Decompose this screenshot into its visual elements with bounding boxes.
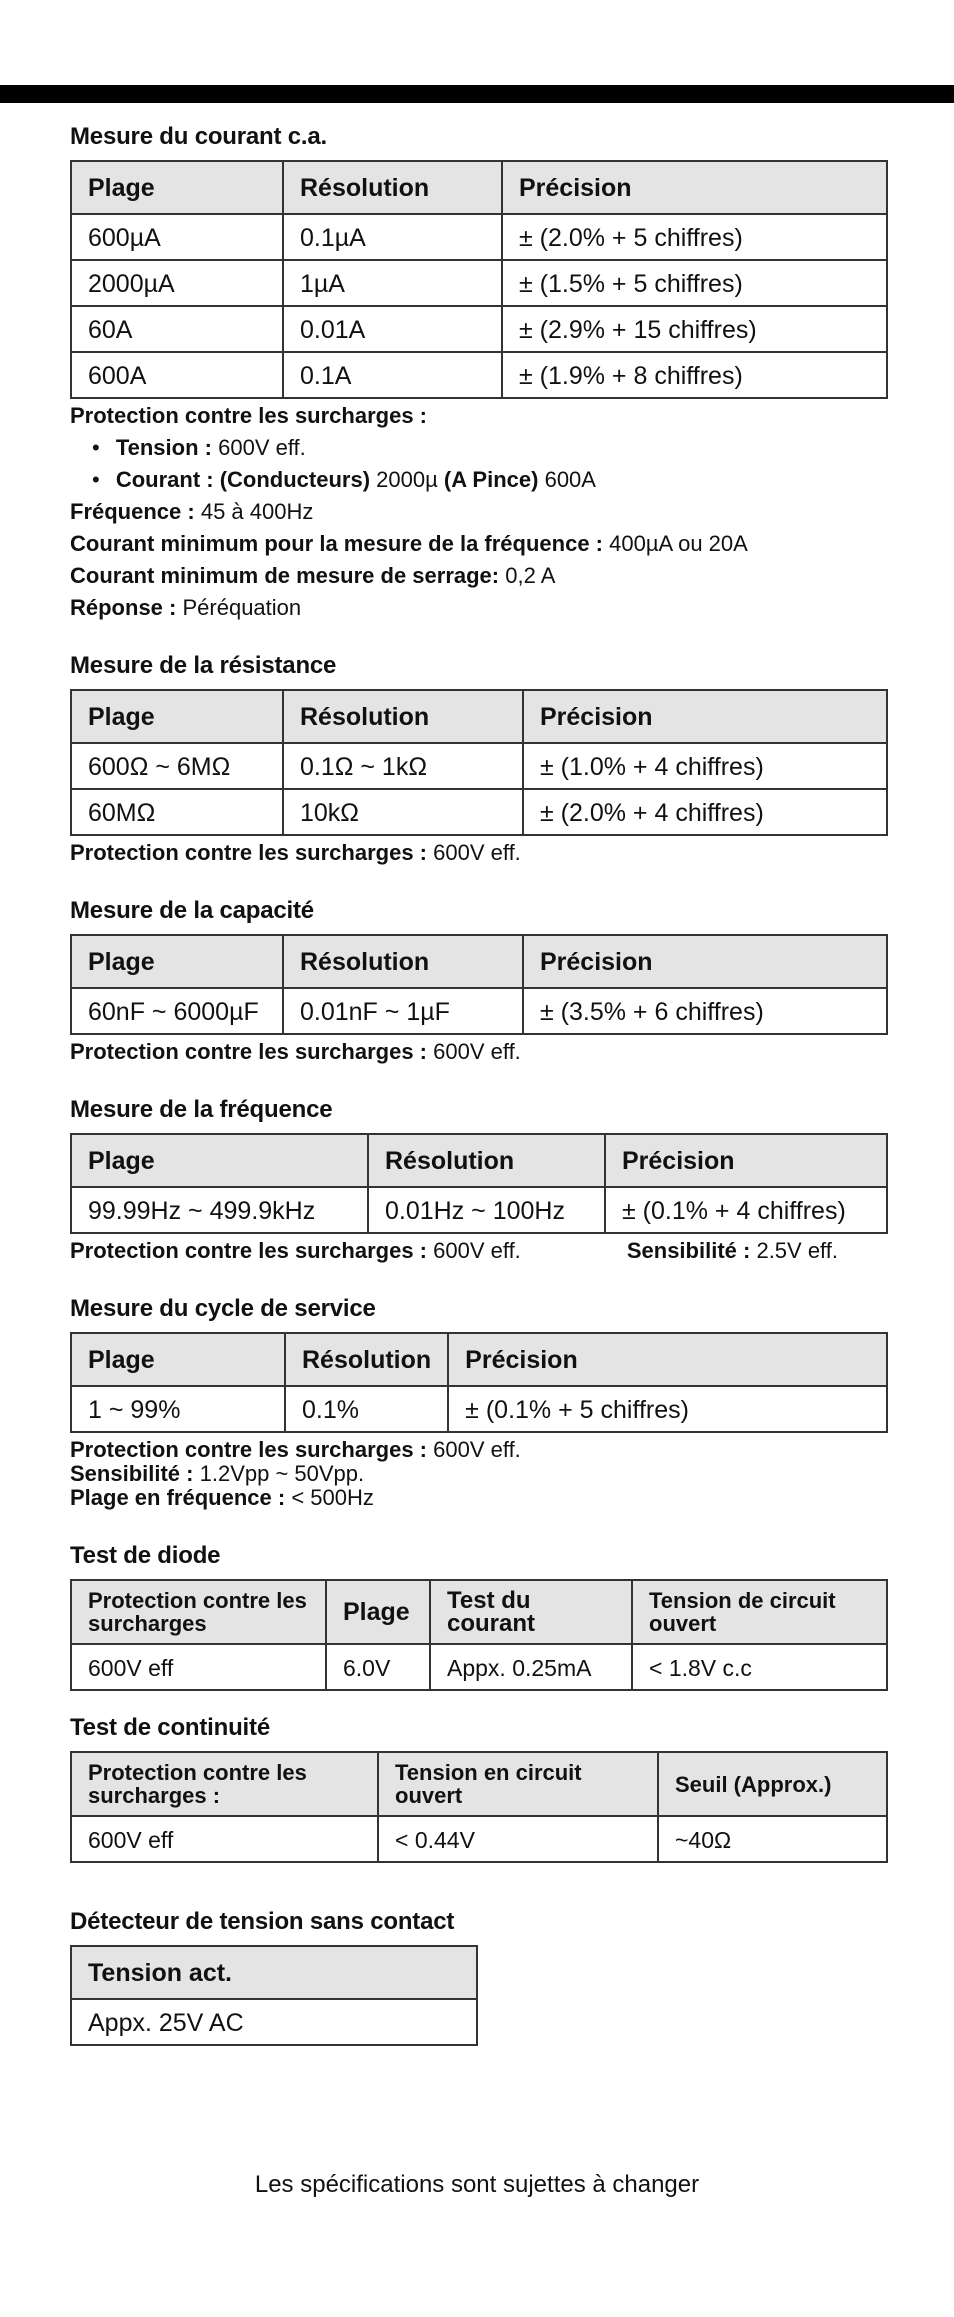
table-cell: 600Ω ~ 6MΩ [71, 743, 283, 789]
table-cell: 0.1Ω ~ 1kΩ [283, 743, 523, 789]
column-header: Précision [523, 690, 887, 743]
column-header: Test du courant [430, 1580, 632, 1644]
section-title: Mesure de la fréquence [70, 1096, 333, 1123]
section-duty-cycle [70, 1294, 888, 1513]
overload-note [70, 1236, 521, 1266]
table-cell: 6.0V [326, 1644, 430, 1690]
table-header-row [71, 690, 887, 743]
table-row [71, 789, 887, 835]
overload-note [70, 838, 888, 868]
frequency-notes [70, 1236, 838, 1266]
section-title: Test de continuité [70, 1714, 270, 1741]
table-cell: ± (1.0% + 4 chiffres) [523, 743, 887, 789]
section-title: Test de diode [70, 1542, 221, 1569]
section-ncv [70, 1907, 888, 2046]
table-cell: Appx. 25V AC [71, 1999, 477, 2045]
column-header: Résolution [368, 1134, 605, 1187]
note-value: Péréquation [182, 595, 302, 620]
table-cell: 0.1A [283, 352, 502, 398]
header-rule [0, 85, 954, 103]
column-header: Résolution [283, 690, 523, 743]
section-title: Mesure de la résistance [70, 652, 337, 679]
note-value: 400µA ou 20A [609, 531, 748, 556]
section-diode [70, 1541, 888, 1691]
table-cell: 0.1% [285, 1386, 448, 1432]
table-cell: ± (0.1% + 4 chiffres) [605, 1187, 887, 1233]
table-cell: 0.01Hz ~ 100Hz [368, 1187, 605, 1233]
note-label: Protection contre les surcharges : [70, 840, 427, 865]
table-cell: < 0.44V [378, 1816, 658, 1862]
table-cell: 1µA [283, 260, 502, 306]
table-header-row [71, 1580, 887, 1644]
note-value: 0,2 A [505, 563, 556, 588]
note-value: 45 à 400Hz [200, 499, 314, 524]
column-header: Plage [71, 161, 283, 214]
note-label: Sensibilité : [70, 1461, 194, 1486]
spec-content [70, 122, 888, 2074]
section-title: Mesure du courant c.a. [70, 123, 327, 150]
note-label: Plage en fréquence : [70, 1485, 286, 1510]
spec-table [70, 160, 888, 399]
column-header: Précision [605, 1134, 887, 1187]
table-cell: 1 ~ 99% [71, 1386, 285, 1432]
table-cell: ± (1.9% + 8 chiffres) [502, 352, 887, 398]
min-frequency-current-note [70, 529, 888, 559]
note-value: 600V eff. [433, 1039, 521, 1064]
spec-table [70, 1579, 888, 1691]
note-value: 600V eff. [433, 1437, 521, 1462]
table-cell: 0.01nF ~ 1µF [283, 988, 523, 1034]
response-note [70, 593, 888, 623]
table-cell: 600A [71, 352, 283, 398]
footer-note: Les spécifications sont sujettes à changer [254, 2171, 700, 2198]
table-header-row [71, 1134, 887, 1187]
note-value: 600A [544, 467, 596, 492]
section-capacitance [70, 896, 888, 1067]
spec-table [70, 689, 888, 836]
sensitivity-note [627, 1236, 838, 1266]
note-label: Sensibilité : [626, 1238, 751, 1263]
table-cell: 2000µA [71, 260, 283, 306]
column-header: Tension act. [71, 1946, 477, 1999]
section-resistance [70, 651, 888, 868]
column-header: Tension en circuit ouvert [378, 1752, 658, 1816]
table-header-row [71, 1333, 887, 1386]
table-header-row [71, 1946, 477, 1999]
table-row [71, 352, 887, 398]
column-header: Plage [71, 690, 283, 743]
note-label: (Conducteurs) [219, 467, 371, 492]
table-cell: ± (2.0% + 4 chiffres) [523, 789, 887, 835]
section-frequency [70, 1095, 888, 1266]
table-cell: 600V eff [71, 1816, 378, 1862]
table-cell: ± (2.0% + 5 chiffres) [502, 214, 887, 260]
column-header: Résolution [285, 1333, 448, 1386]
table-cell: ~40Ω [658, 1816, 887, 1862]
note-value: 600V eff. [433, 1238, 521, 1263]
spec-table [70, 1332, 888, 1433]
section-continuity [70, 1713, 888, 1863]
table-row [71, 1187, 887, 1233]
note-value: 2000µ [376, 467, 438, 492]
note-label: Protection contre les surcharges : [70, 403, 427, 428]
note-label: Fréquence : [70, 499, 195, 524]
note-value: 1.2Vpp ~ 50Vpp. [199, 1461, 365, 1486]
overload-note [70, 1037, 888, 1067]
table-cell: 600V eff [71, 1644, 326, 1690]
table-row [71, 306, 887, 352]
table-header-row [71, 935, 887, 988]
overload-note [70, 401, 888, 431]
spec-table [70, 1945, 478, 2046]
table-row [71, 988, 887, 1034]
table-cell: 0.01A [283, 306, 502, 352]
current-bullet [70, 465, 888, 495]
column-header: Tension de circuit ouvert [632, 1580, 887, 1644]
table-row [71, 260, 887, 306]
column-header: Plage [71, 935, 283, 988]
column-header: Protection contre les surcharges : [71, 1752, 378, 1816]
note-value: < 500Hz [291, 1485, 374, 1510]
table-cell: ± (0.1% + 5 chiffres) [448, 1386, 887, 1432]
table-header-row [71, 161, 887, 214]
table-cell: 600µA [71, 214, 283, 260]
column-header: Précision [502, 161, 887, 214]
table-row [71, 743, 887, 789]
table-cell: < 1.8V c.c [632, 1644, 887, 1690]
column-header: Protection contre les surcharges [71, 1580, 326, 1644]
note-value: 2.5V eff. [756, 1238, 838, 1263]
voltage-bullet [70, 433, 888, 463]
note-label: Protection contre les surcharges : [70, 1039, 427, 1064]
table-row [71, 214, 887, 260]
column-header: Plage [71, 1134, 368, 1187]
note-label: Protection contre les surcharges : [70, 1437, 427, 1462]
note-label: Protection contre les surcharges : [70, 1238, 427, 1263]
table-cell: ± (3.5% + 6 chiffres) [523, 988, 887, 1034]
table-cell: Appx. 0.25mA [430, 1644, 632, 1690]
note-label: Courant minimum de mesure de serrage: [70, 563, 500, 588]
table-header-row [71, 1752, 887, 1816]
table-cell: 60A [71, 306, 283, 352]
note-label: Courant minimum pour la mesure de la fréquence : [70, 531, 603, 556]
note-label: Réponse : [70, 595, 177, 620]
spec-table [70, 1133, 888, 1234]
note-label: Tension : [115, 435, 212, 460]
note-label: Courant : [115, 467, 214, 492]
table-row [71, 1386, 887, 1432]
frequency-note [70, 497, 888, 527]
column-header: Résolution [283, 935, 523, 988]
section-title: Mesure de la capacité [70, 897, 314, 924]
section-title: Détecteur de tension sans contact [70, 1908, 455, 1935]
column-header: Plage [71, 1333, 285, 1386]
table-cell: 10kΩ [283, 789, 523, 835]
spec-table [70, 1751, 888, 1863]
column-header: Résolution [283, 161, 502, 214]
table-cell: 99.99Hz ~ 499.9kHz [71, 1187, 368, 1233]
column-header: Précision [523, 935, 887, 988]
table-cell: 60MΩ [71, 789, 283, 835]
frequency-range-note [70, 1483, 888, 1513]
table-cell: 60nF ~ 6000µF [71, 988, 283, 1034]
note-label: (A Pince) [443, 467, 539, 492]
min-clamp-current-note [70, 561, 888, 591]
table-cell: ± (1.5% + 5 chiffres) [502, 260, 887, 306]
section-title: Mesure du cycle de service [70, 1295, 376, 1322]
column-header: Seuil (Approx.) [658, 1752, 887, 1816]
table-cell: 0.1µA [283, 214, 502, 260]
spec-table [70, 934, 888, 1035]
note-value: 600V eff. [218, 435, 306, 460]
note-value: 600V eff. [433, 840, 521, 865]
table-row [71, 1999, 477, 2045]
table-row [71, 1816, 887, 1862]
column-header: Précision [448, 1333, 887, 1386]
section-ac-current [70, 122, 888, 623]
table-row [71, 1644, 887, 1690]
column-header: Plage [326, 1580, 430, 1644]
table-cell: ± (2.9% + 15 chiffres) [502, 306, 887, 352]
